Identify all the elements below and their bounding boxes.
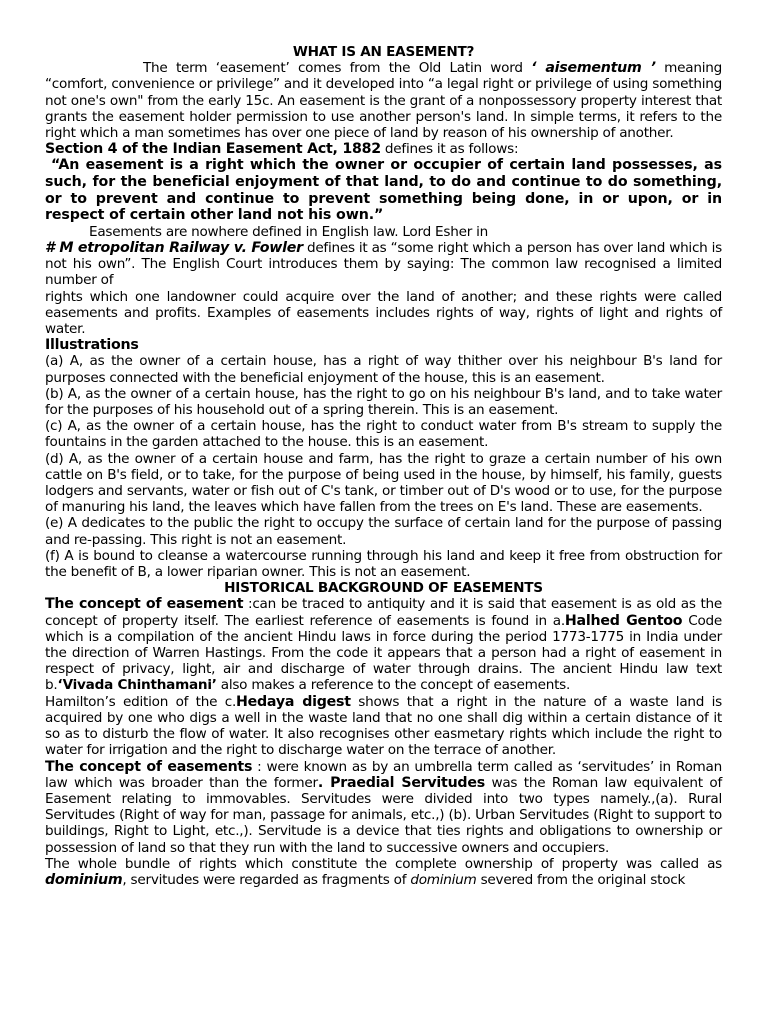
halhed-gentoo-term: Halhed Gentoo: [564, 612, 683, 629]
section4-label: Section 4 of the Indian Easement Act, 1882: [45, 141, 381, 158]
concept-lead-2: The concept of easements: [45, 758, 253, 775]
illustration-d: (d) A, as the owner of a certain house and farm, has the right to graze a certain number of his own cattle on B's field, or to take, for the purpose of being used in the house, by himself, his family, guests lodgers and servants, water or fish out of C's tank, or timber out of D's wood or to use, for the purpose of manuring his land, the leaves which have fallen from the trees on E's land. These are easements.: [45, 450, 722, 516]
intro-text-2: meaning “comfort, convenience or privilege” and it developed into “a legal right or privilege of using something not one's own" from the early 15c. An easement is the grant of a nonpossessory property interest that grants the easement holder permission to use another person's land. In simple terms, it refers to the right which a man sometimes has over one piece of land by reason of his ownership of another.: [45, 60, 722, 142]
history-paragraph-3: [45, 759, 722, 856]
section4-paragraph: [45, 141, 722, 157]
fowler-text: defines it as “some right which a person has over land which is not his own”. The English Court introduces them by saying: The common law recognised a limited number of: [45, 240, 722, 289]
illustration-e: (e) A dedicates to the public the right to occupy the surface of certain land for the purpose of passing and re-passing. This right is not an easement.: [45, 515, 722, 548]
dominium-term-2: dominium: [410, 871, 477, 888]
history4-text-3: severed from the original stock: [476, 871, 686, 888]
intro-paragraph: [45, 60, 722, 141]
history3-text-2: was the Roman law equivalent of Easement relating to immovables. Servitudes were divided into two types namely.,(a). Rural Servitudes (Right of way for man, passage for animals, etc.,) (b). Urban Servitudes (Right to support to buildings, Right to Light, etc.,). Servitude is a device that ties rights and obligations to ownership or possession of land so that they run with the land to successive owners and occupiers.: [45, 774, 722, 856]
illustrations-heading: Illustrations: [45, 337, 139, 354]
fowler-case-name: # M etropolitan Railway v. Fowler: [45, 240, 303, 256]
dominium-term-1: dominium: [45, 871, 123, 888]
history1-text-3: also makes a reference to the concept of easements.: [216, 677, 571, 694]
hedaya-digest-term: Hedaya digest: [236, 693, 351, 710]
praedial-servitudes-term: . Praedial Servitudes: [317, 774, 485, 791]
definition-quote: “An easement is a right which the owner or occupier of certain land possesses, as such, for the beneficial enjoyment of that land, to do and continue to do something, or to prevent and continue to prevent something being done, in or upon, or in respect of certain other land not his own.”: [45, 157, 722, 224]
section4-rest: defines it as follows:: [380, 141, 519, 158]
history4-text-1: The whole bundle of rights which constitute the complete ownership of property was called as: [45, 855, 722, 872]
fowler-paragraph: [45, 240, 722, 289]
history2-text-2: shows that a right in the nature of a waste land is acquired by one who digs a well in the waste land that no one shall dig within a certain distance of it so as to disturb the flow of water. It also recognises other easmetary rights which include the right to water for irrigation and the right to discharge water on the terrace of another.: [45, 693, 723, 759]
document-title: WHAT IS AN EASEMENT?: [292, 44, 475, 60]
aisementum-term: ‘ aisementum ’: [531, 60, 656, 77]
history2-text-1: Hamilton’s edition of the c.: [45, 693, 237, 710]
rights-paragraph: rights which one landowner could acquire over the land of another; and these rights were called easements and profits. Examples of easements includes rights of way, rights of light and rights of water.: [45, 288, 722, 338]
illustration-f: (f) A is bound to cleanse a watercourse running through his land and keep it free from obstruction for the benefit of B, a lower riparian owner. This is not an easement.: [45, 547, 722, 581]
vivada-chinthamani-term: ‘Vivada Chinthamani’: [57, 677, 217, 694]
history-paragraph-2: [45, 694, 722, 759]
illustration-a: (a) A, as the owner of a certain house, has a right of way thither over his neighbour B's land for purposes connected with the beneficial enjoyment of the house, this is an easement.: [45, 353, 722, 386]
illustration-b: (b) A, as the owner of a certain house, has the right to go on his neighbour B's land, and to take water for the purposes of his household out of a spring therein. This is an easement.: [45, 385, 722, 419]
history-paragraph-1: [45, 596, 722, 693]
history-paragraph-4: [45, 856, 722, 888]
intro-text-1: The term ‘easement’ comes from the Old Latin word: [143, 60, 532, 77]
history1-text-1: :can be traced to antiquity and it is said that easement is as old as the concept of property itself. The earliest reference of easements is found in a.: [45, 596, 723, 629]
history3-text-1: : were known as by an umbrella term called as ‘servitudes’ in Roman law which was broader than the former: [45, 758, 722, 791]
document-page: [45, 44, 722, 888]
history4-text-2: , servitudes were regarded as fragments of: [122, 871, 411, 888]
english-law-paragraph: Easements are nowhere defined in English law. Lord Esher in: [89, 223, 489, 240]
history1-text-2: Code which is a compilation of the ancient Hindu laws in force during the period 1773-1775 in India under the direction of Warren Hastings. From the code it appears that a person had a right of easement in respect of privacy, light, air and discharge of water through drains. The ancient Hindu law text b.: [45, 612, 723, 694]
concept-lead-1: The concept of easement: [45, 596, 244, 613]
history-heading: HISTORICAL BACKGROUND OF EASEMENTS: [224, 580, 543, 597]
illustration-c: (c) A, as the owner of a certain house, has the right to conduct water from B's stream to supply the fountains in the garden attached to the house. this is an easement.: [45, 418, 722, 451]
